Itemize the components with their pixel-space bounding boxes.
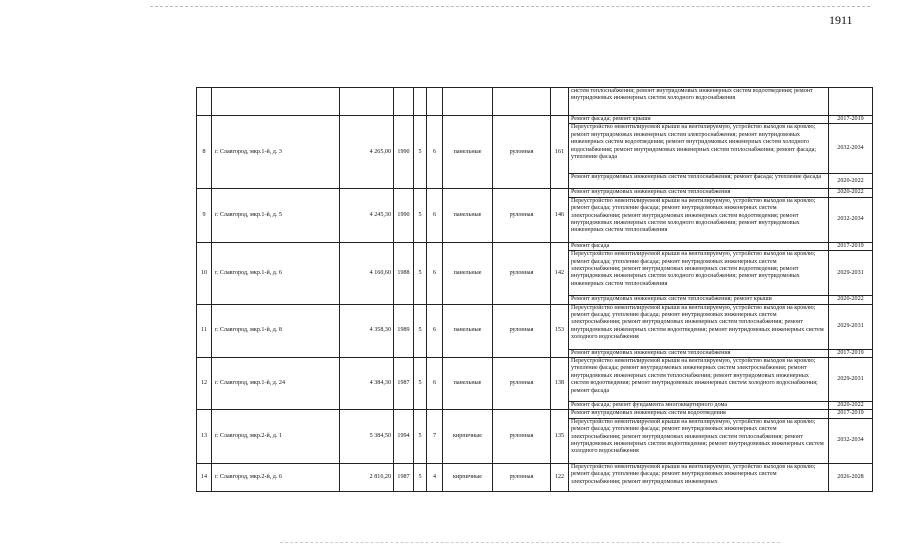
house-number: 12 — [197, 358, 212, 410]
wall-material: панельные — [443, 304, 493, 357]
residents-count: 161 — [551, 116, 569, 189]
floors-count: 5 — [414, 242, 427, 304]
residents-count: 135 — [551, 410, 569, 463]
table-row — [197, 116, 873, 124]
work-period: 2020-2022 — [829, 174, 873, 189]
work-period: 2029-2031 — [829, 251, 873, 296]
work-period: 2029-2031 — [829, 358, 873, 402]
entrances-count: 6 — [427, 304, 443, 357]
work-period: 2017-2019 — [829, 349, 873, 357]
house-address: г. Славгород, мкр.1-й, д. 8 — [212, 304, 340, 357]
work-description: Ремонт внутридомовых инженерных систем теплоснабжения; ремонт фасада; утепление фасада — [569, 174, 829, 189]
table-row — [197, 242, 873, 250]
house-number: 13 — [197, 410, 212, 463]
house-number: 11 — [197, 304, 212, 357]
house-address: г. Славгород, мкр.2-й, д. 1 — [212, 410, 340, 463]
house-area: 4 245,30 — [340, 189, 394, 242]
build-year: 1989 — [394, 304, 414, 357]
work-period: 2032-2034 — [829, 197, 873, 242]
house-number: 9 — [197, 189, 212, 242]
house-address: г. Славгород, мкр.1-й, д. 5 — [212, 189, 340, 242]
work-period: 2017-2019 — [829, 410, 873, 418]
work-description: Переустройство невентилируемой крыши на вентилируемую, устройство выходов на кровлю; ремонт фасада; утепление фасада; ремонт внутридомовых инженерных систем электроснабжения; ремонт внутридомовых инженерных систем водоотведения; ремонт внутридомовых инженерных систем холодного водоснабжения; ремонт внутридомовых инженерных систем теплоснабжения — [569, 197, 829, 242]
house-area: 2 816,20 — [340, 463, 394, 491]
floors-count: 5 — [414, 463, 427, 491]
wall-material: панельные — [443, 358, 493, 410]
work-description: Переустройство невентилируемой крыши на вентилируемую, устройство выходов на кровлю; ремонт внутридомовых инженерных систем электроснабжения; ремонт внутридомовых инженерных систем водоотведения; ремонт внутридомовых инженерных систем холодного водоснабжения; ремонт внутридомовых инженерных систем теплоснабжения; ремонт фасада; утепление фасада — [569, 124, 829, 174]
floors-count: 5 — [414, 116, 427, 189]
roof-type: рулонная — [493, 463, 551, 491]
roof-type: рулонная — [493, 358, 551, 410]
floors-count: 5 — [414, 410, 427, 463]
roof-type: рулонная — [493, 304, 551, 357]
wall-material: кирпичные — [443, 463, 493, 491]
repair-schedule-table — [196, 87, 873, 492]
house-area: 5 384,50 — [340, 410, 394, 463]
house-address: г. Славгород, мкр.2-й, д. 6 — [212, 463, 340, 491]
floors-count: 5 — [414, 189, 427, 242]
build-year: 1987 — [394, 358, 414, 410]
work-description: Ремонт внутридомовых инженерных систем водоотведения — [569, 410, 829, 418]
residents-count: 122 — [551, 463, 569, 491]
work-period: 2020-2022 — [829, 189, 873, 197]
roof-type: рулонная — [493, 410, 551, 463]
roof-type: рулонная — [493, 116, 551, 189]
work-description: Ремонт фасада; ремонт крыши — [569, 116, 829, 124]
residents-count: 153 — [551, 304, 569, 357]
wall-material: кирпичные — [443, 410, 493, 463]
work-description: Ремонт фасада; ремонт фундамента многоквартирного дома — [569, 402, 829, 410]
residents-count: 146 — [551, 189, 569, 242]
work-period: 2017-2019 — [829, 242, 873, 250]
house-address: г. Славгород, мкр.1-й, д. 24 — [212, 358, 340, 410]
house-address: г. Славгород, мкр.1-й, д. 6 — [212, 242, 340, 304]
work-period: 2032-2034 — [829, 418, 873, 463]
wall-material: панельные — [443, 189, 493, 242]
entrances-count: 6 — [427, 242, 443, 304]
build-year: 1994 — [394, 410, 414, 463]
work-description: систем теплоснабжения; ремонт внутридомовых инженерных систем водоотведения; ремонт внутридомовых инженерных систем холодного водоснабжения — [569, 88, 829, 116]
house-area: 4 160,60 — [340, 242, 394, 304]
work-period: 2020-2022 — [829, 296, 873, 304]
floors-count: 5 — [414, 304, 427, 357]
build-year: 1987 — [394, 463, 414, 491]
scan-bottom-edge — [280, 542, 780, 543]
house-number: 14 — [197, 463, 212, 491]
entrances-count: 7 — [427, 410, 443, 463]
entrances-count: 6 — [427, 358, 443, 410]
work-description: Переустройство невентилируемой крыши на вентилируемую, устройство выходов на кровлю; ремонт фасада; утепление фасада; ремонт внутридомовых инженерных систем электроснабжения; ремонт внутридомовых инженерных систем водоотведения; ремонт внутридомовых инженерных систем холодного водоснабжения; ремонт внутридомовых инженерных систем теплоснабжения — [569, 251, 829, 296]
build-year: 1990 — [394, 116, 414, 189]
roof-type: рулонная — [493, 242, 551, 304]
work-period: 2017-2019 — [829, 116, 873, 124]
scan-top-edge — [150, 6, 870, 7]
house-number: 8 — [197, 116, 212, 189]
page-number: 1911 — [829, 13, 853, 27]
work-period: 2026-2028 — [829, 463, 873, 491]
work-description: Переустройство невентилируемой крыши на вентилируемую, устройство выходов на кровлю; ремонт фасада; утепление фасада; ремонт внутридомовых инженерных систем электроснабжения; ремонт внутридомовых инженерных систем теплоснабжения; ремонт внутридомовых инженерных систем водоотведения; ремонт внутридомовых инженерных систем холодного водоснабжения — [569, 304, 829, 349]
house-number: 10 — [197, 242, 212, 304]
work-description: Ремонт внутридомовых инженерных систем теплоснабжения; ремонт крыши — [569, 296, 829, 304]
work-period: 2029-2031 — [829, 304, 873, 349]
entrances-count: 4 — [427, 463, 443, 491]
residents-count: 142 — [551, 242, 569, 304]
table-row — [197, 88, 873, 116]
house-address: г. Славгород, мкр.1-й, д. 3 — [212, 116, 340, 189]
table-row — [197, 304, 873, 349]
floors-count: 5 — [414, 358, 427, 410]
table-row — [197, 358, 873, 402]
work-period — [829, 88, 873, 116]
work-description: Ремонт внутридомовых инженерных систем теплоснабжения — [569, 189, 829, 197]
work-description: Ремонт внутридомовых инженерных систем теплоснабжения — [569, 349, 829, 357]
wall-material: панельные — [443, 242, 493, 304]
table-row — [197, 189, 873, 197]
build-year: 1988 — [394, 242, 414, 304]
roof-type: рулонная — [493, 189, 551, 242]
house-area: 4 265,00 — [340, 116, 394, 189]
table-row — [197, 410, 873, 418]
work-description: Ремонт фасада — [569, 242, 829, 250]
work-description: Переустройство невентилируемой крыши на вентилируемую, устройство выходов на кровлю; утепление фасада; ремонт внутридомовых инженерных систем электроснабжения; ремонт внутридомовых инженерных систем теплоснабжения; ремонт внутридомовых инженерных систем водоотведения; ремонт внутридомовых инженерных систем холодного водоснабжения; ремонт фасада — [569, 358, 829, 402]
house-area: 4 384,30 — [340, 358, 394, 410]
residents-count: 138 — [551, 358, 569, 410]
entrances-count: 6 — [427, 116, 443, 189]
entrances-count: 6 — [427, 189, 443, 242]
work-period: 2020-2022 — [829, 402, 873, 410]
wall-material: панельные — [443, 116, 493, 189]
house-area: 4 358,30 — [340, 304, 394, 357]
table-row — [197, 463, 873, 491]
work-description: Переустройство невентилируемой крыши на вентилируемую, устройство выходов на кровлю; ремонт фасада; утепление фасада; ремонт внутридомовых инженерных систем электроснабжения; ремонт внутридомовых инженерных — [569, 463, 829, 491]
build-year: 1990 — [394, 189, 414, 242]
work-period: 2032-2034 — [829, 124, 873, 174]
work-description: Переустройство невентилируемой крыши на вентилируемую, устройство выходов на кровлю; ремонт фасада; утепление фасада; ремонт внутридомовых инженерных систем электроснабжения; ремонт внутридомовых инженерных систем теплоснабжения; ремонт внутридомовых инженерных систем водоотведения; ремонт внутридомовых инженерных систем холодного водоснабжения — [569, 418, 829, 463]
